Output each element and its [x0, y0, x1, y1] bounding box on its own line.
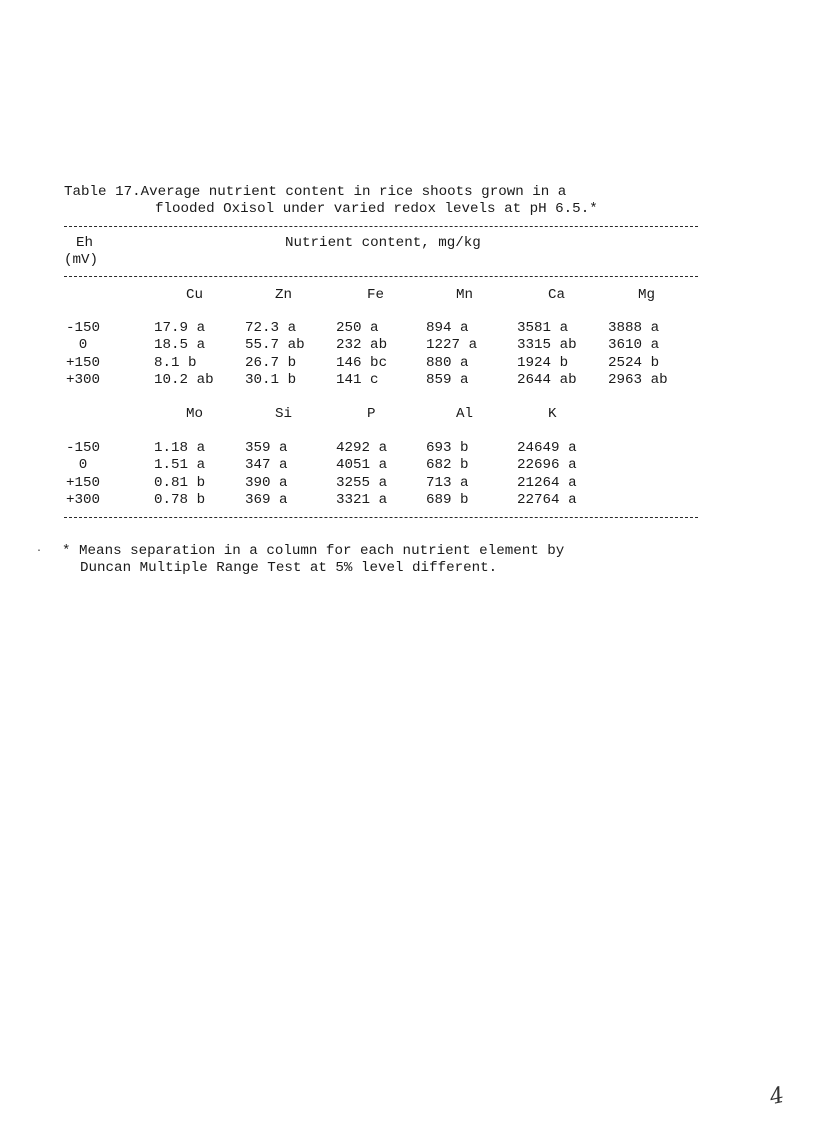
table-cell: 22764 a: [517, 491, 577, 508]
column-header-p: P: [367, 406, 376, 422]
column-header-si: Si: [275, 406, 293, 422]
table-cell: 21264 a: [517, 474, 577, 491]
table-cell: 10.2 ab: [154, 371, 214, 388]
table-cell: 1924 b: [517, 354, 569, 371]
eh-label: Eh: [76, 235, 94, 251]
footnote-line2: Duncan Multiple Range Test at 5% level different.: [80, 560, 498, 576]
column-header-ca: Ca: [548, 287, 566, 303]
table-cell: 369 a: [245, 491, 288, 508]
column-header-cu: Cu: [186, 287, 204, 303]
table-cell: 18.5 a: [154, 337, 206, 354]
table-cell: 0.78 b: [154, 491, 206, 508]
table-cell: 859 a: [426, 371, 469, 388]
table-cell: 72.3 a: [245, 320, 297, 336]
table-cell: 3255 a: [336, 474, 388, 491]
table-cell: 713 a: [426, 474, 469, 491]
table-cell: 1.18 a: [154, 440, 206, 456]
table-cell: 17.9 a: [154, 320, 206, 336]
table-cell: 232 ab: [336, 337, 388, 354]
table-cell: 55.7 ab: [245, 337, 305, 354]
table-cell: 1.51 a: [154, 457, 206, 474]
table-cell: 8.1 b: [154, 354, 197, 371]
column-header-mg: Mg: [638, 287, 656, 303]
table-cell: 693 b: [426, 440, 469, 456]
table-cell: 4292 a: [336, 440, 388, 456]
row-eh-label: -150: [65, 440, 101, 456]
table-cell: 894 a: [426, 320, 469, 336]
content-header: Nutrient content, mg/kg: [285, 235, 481, 251]
column-header-al: Al: [456, 406, 474, 422]
table-cell: 22696 a: [517, 457, 577, 474]
table-cell: 390 a: [245, 474, 288, 491]
table-cell: 880 a: [426, 354, 469, 371]
table-cell: 2963 ab: [608, 371, 668, 388]
table-cell: 689 b: [426, 491, 469, 508]
column-header-mo: Mo: [186, 406, 204, 422]
table-cell: 141 c: [336, 371, 379, 388]
row-eh-label: -150: [65, 320, 101, 336]
handwritten-page-mark: 4: [767, 1082, 787, 1111]
row-eh-label: +300: [65, 491, 101, 508]
row-eh-label: 0: [78, 337, 88, 354]
table-cell: 250 a: [336, 320, 379, 336]
table-caption-line1: Table 17.Average nutrient content in rice shoots grown in a: [64, 184, 567, 200]
table-cell: 347 a: [245, 457, 288, 474]
row-eh-label: +150: [65, 474, 101, 491]
table-caption-line2: flooded Oxisol under varied redox levels at pH 6.5.*: [155, 201, 598, 217]
table-cell: 26.7 b: [245, 354, 297, 371]
column-header-k: K: [548, 406, 557, 422]
column-header-zn: Zn: [275, 287, 293, 303]
eh-unit: (mV): [64, 252, 99, 268]
column-header-fe: Fe: [367, 287, 385, 303]
table-cell: 4051 a: [336, 457, 388, 474]
table-cell: 3321 a: [336, 491, 388, 508]
table-cell: 146 bc: [336, 354, 388, 371]
table-cell: 2524 b: [608, 354, 660, 371]
table-cell: 0.81 b: [154, 474, 206, 491]
table-cell: 3610 a: [608, 337, 660, 354]
row-eh-label: 0: [78, 457, 88, 474]
top-rule: [64, 226, 698, 227]
table-cell: 30.1 b: [245, 371, 297, 388]
header-rule: [64, 276, 698, 277]
footnote-line1: * Means separation in a column for each nutrient element by: [62, 543, 565, 559]
bottom-rule: [64, 517, 698, 518]
table-cell: 3888 a: [608, 320, 660, 336]
row-eh-label: +300: [65, 371, 101, 388]
table-cell: 2644 ab: [517, 371, 577, 388]
table-cell: 24649 a: [517, 440, 577, 456]
table-cell: 359 a: [245, 440, 288, 456]
row-eh-label: +150: [65, 354, 101, 371]
table-cell: 3315 ab: [517, 337, 577, 354]
column-header-mn: Mn: [456, 287, 474, 303]
table-cell: 3581 a: [517, 320, 569, 336]
table-cell: 682 b: [426, 457, 469, 474]
table-cell: 1227 a: [426, 337, 478, 354]
bullet-dot: ·: [36, 546, 43, 557]
